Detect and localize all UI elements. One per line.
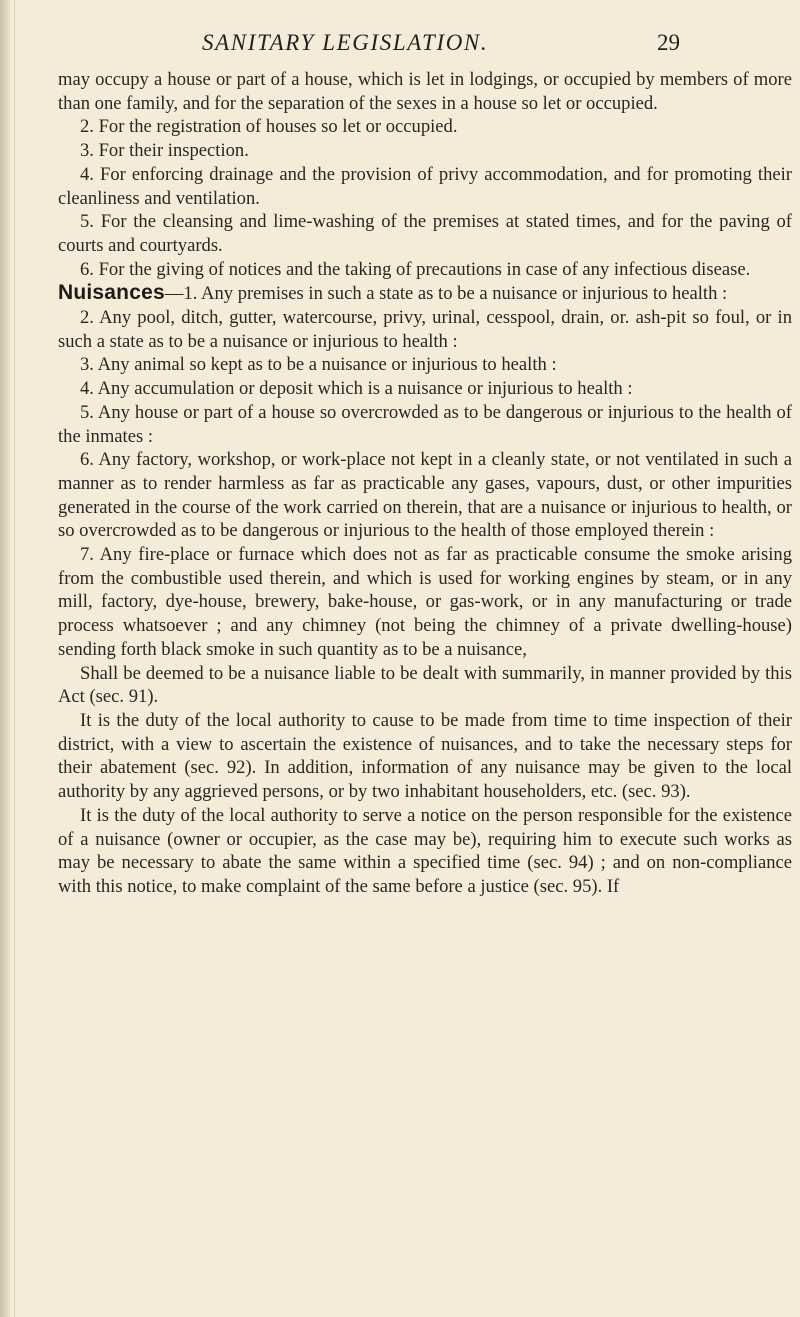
nuisance-item-5: 5. Any house or part of a house so overcrowded as to be dangerous or injurious to the health of the inmates :	[58, 401, 792, 447]
body-text	[58, 68, 792, 899]
paragraph-item-6: 6. For the giving of notices and the taking of precautions in case of any infectious disease.	[80, 258, 751, 280]
nuisance-item-6: 6. Any factory, workshop, or work-place not kept in a cleanly state, or not ventilated in such a manner as to render harmless as far as practicable any gases, vapours, dust, or other impurities generated in the course of the work carried on therein, that are a nuisance or injurious to health, or so overcrowded as to be dangerous or injurious to the health of those employed therein :	[58, 449, 792, 542]
nuisances-paragraph	[58, 281, 792, 306]
page-binding-edge	[0, 0, 10, 1317]
page-number: 29	[657, 30, 680, 55]
nuisances-heading: Nuisances	[58, 281, 165, 305]
inspection-paragraph: It is the duty of the local authority to cause to be made from time to time inspection of their district, with a view to ascertain the existence of nuisances, and to take the necessary steps for their abatement (sec. 92). In addition, information of any nuisance may be given to the local authority by any aggrieved persons, or by two inhabitant householders, etc. (sec. 93).	[58, 709, 792, 803]
nuisance-item-7: 7. Any fire-place or furnace which does not as far as practicable consume the smoke arising from the combustible used therein, and which is used for working engines by steam, or in any mill, factory, dye-house, brewery, bake-house, or gas-work, or in any manufacturing or trade process whatsoever ; and any chimney (not being the chimney of a private dwelling-house) sending forth black smoke in such quantity as to be a nuisance,	[58, 544, 792, 660]
paragraph-item-2: 2. For the registration of houses so let or occupied.	[80, 116, 458, 138]
running-head: SANITARY LEGISLATION.	[202, 30, 489, 55]
nuisance-item-2: 2. Any pool, ditch, gutter, watercourse, privy, urinal, cesspool, drain, or. ash-pit so foul, or in such a state as to be a nuisance or injurious to health :	[58, 307, 792, 352]
page-header	[0, 30, 800, 64]
paragraph-item-4: 4. For enforcing drainage and the provision of privy accommodation, and for promoting their cleanliness and ventilation.	[58, 163, 792, 209]
nuisance-item-3: 3. Any animal so kept as to be a nuisance or injurious to health :	[80, 354, 557, 376]
paragraph-item-3: 3. For their inspection.	[80, 140, 249, 162]
nuisance-item-4: 4. Any accumulation or deposit which is a nuisance or injurious to health :	[80, 378, 633, 400]
nuisances-item-1: —1. Any premises in such a state as to be a nuisance or injurious to health :	[164, 283, 728, 305]
summary-paragraph: Shall be deemed to be a nuisance liable to be dealt with summarily, in manner provided by this Act (sec. 91).	[58, 662, 792, 708]
paragraph-item-5: 5. For the cleansing and lime-washing of the premises at stated times, and for the paving of courts and courtyards.	[58, 211, 792, 256]
page-edge-line	[14, 0, 15, 1317]
paragraph-continuation: may occupy a house or part of a house, which is let in lodgings, or occupied by members of more than one family, and for the separation of the sexes in a house so let or occupied.	[58, 69, 792, 114]
notice-paragraph: It is the duty of the local authority to serve a notice on the person responsible for the existence of a nuisance (owner or occupier, as the case may be), requiring him to execute such works as may be necessary to abate the same within a specified time (sec. 94) ; and on non-compliance with this notice, to make complaint of the same before a justice (sec. 95). If	[58, 804, 792, 897]
